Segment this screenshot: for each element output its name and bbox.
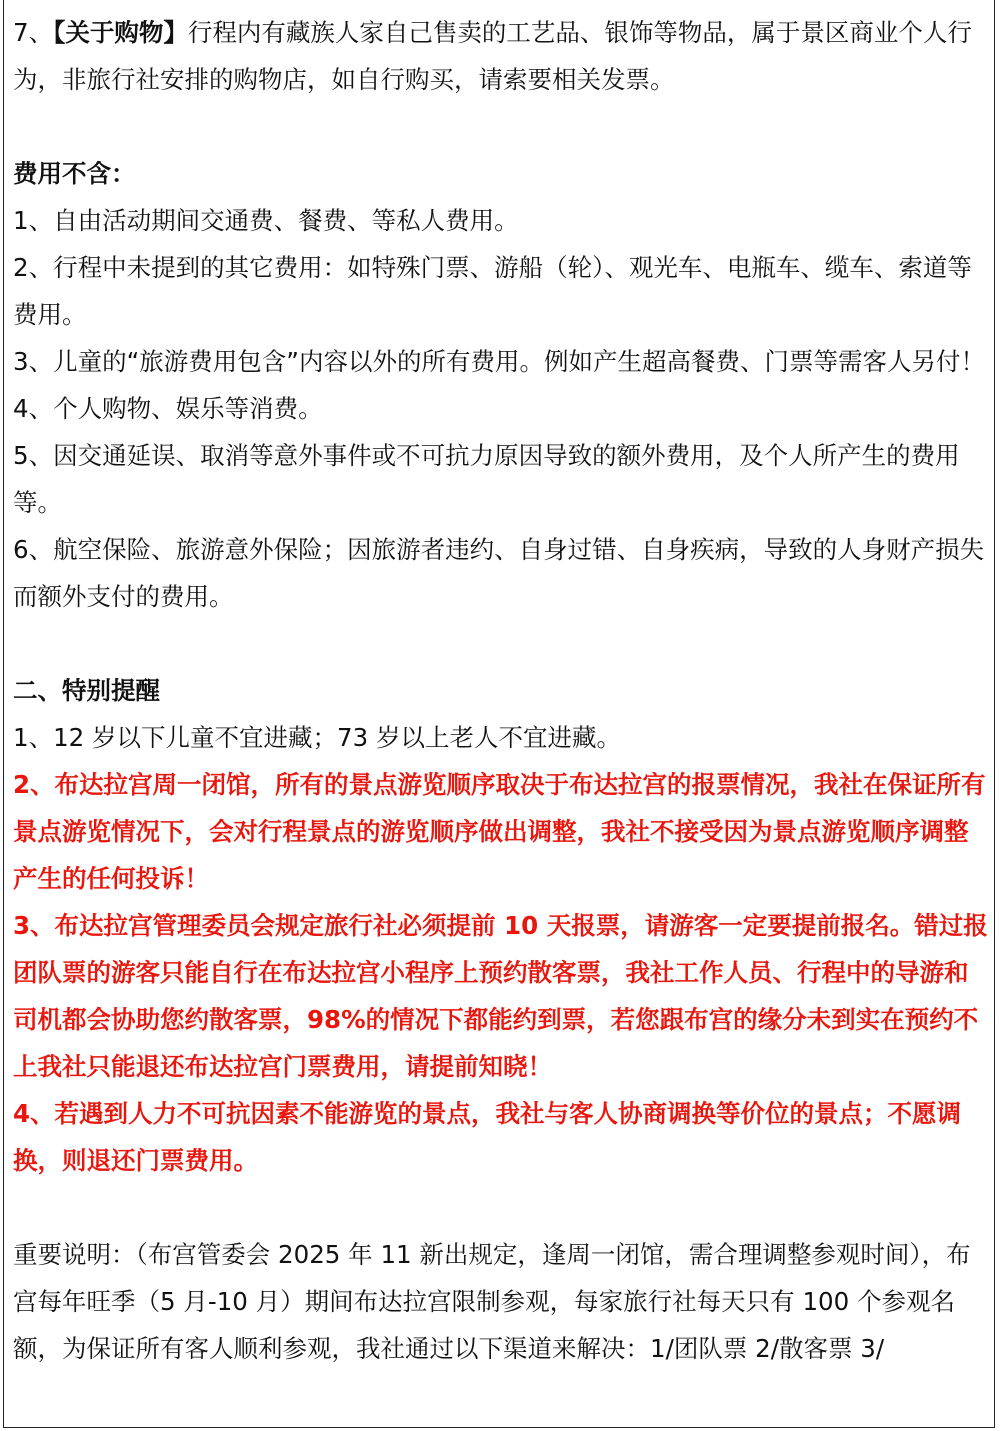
document-content	[13, 9, 991, 1372]
fees-excluded-item: 4、个人购物、娱乐等消费。	[13, 394, 323, 423]
fees-excluded-item: 3、儿童的“旅游费用包含”内容以外的所有费用。例如产生超高餐费、门票等需客人另付！	[13, 347, 985, 376]
spacer	[13, 103, 991, 150]
special-reminder-red-item: 2、布达拉宫周一闭馆，所有的景点游览顺序取决于布达拉宫的报票情况，我社在保证所有景点游览情况下，会对行程景点的游览顺序做出调整，我社不接受因为景点游览顺序调整产生的任何投诉！	[13, 770, 986, 893]
special-reminder-item: 1、12 岁以下儿童不宜进藏；73 岁以上老人不宜进藏。	[13, 723, 622, 752]
special-reminder-red-item: 3、布达拉宫管理委员会规定旅行社必须提前 10 天报票，请游客一定要提前报名。错过报团队票的游客只能自行在布达拉宫小程序上预约散客票，我社工作人员、行程中的导游和司机都会协助您约散客票，98%的情况下都能约到票，若您跟布宫的缘分未到实在预约不上我社只能退还布达拉宫门票费用，请提前知晓！	[13, 911, 988, 1081]
fees-excluded-item: 6、航空保险、旅游意外保险；因旅游者违约、自身过错、自身疾病，导致的人身财产损失而额外支付的费用。	[13, 535, 985, 611]
shopping-title: 【关于购物】	[53, 18, 188, 47]
shopping-paragraph	[13, 9, 991, 103]
spacer	[13, 620, 991, 667]
shopping-prefix: 7、	[13, 18, 54, 47]
fees-excluded-item: 2、行程中未提到的其它费用：如特殊门票、游船（轮）、观光车、电瓶车、缆车、索道等费用。	[13, 253, 972, 329]
special-reminder-red-item: 4、若遇到人力不可抗因素不能游览的景点，我社与客人协商调换等价位的景点；不愿调换，则退还门票费用。	[13, 1099, 962, 1175]
fees-excluded-item: 5、因交通延误、取消等意外事件或不可抗力原因导致的额外费用，及个人所产生的费用等。	[13, 441, 960, 517]
special-reminder-heading: 二、特别提醒	[13, 676, 160, 705]
fees-excluded-heading: 费用不含：	[13, 159, 136, 188]
spacer	[13, 1184, 991, 1231]
fees-excluded-item: 1、自由活动期间交通费、餐费、等私人费用。	[13, 206, 519, 235]
important-note: 重要说明：（布宫管委会 2025 年 11 新出规定，逢周一闭馆，需合理调整参观时间），布宫每年旺季（5 月-10 月）期间布达拉宫限制参观，每家旅行社每天只有 100 个参观名额，为保证所有客人顺利参观，我社通过以下渠道来解决：1/团队票 2/散客票 3/	[13, 1240, 971, 1363]
shopping-text: 行程内有藏族人家自己售卖的工艺品、银饰等物品，属于景区商业个人行为，非旅行社安排的购物店，如自行购买，请索要相关发票。	[13, 18, 972, 94]
